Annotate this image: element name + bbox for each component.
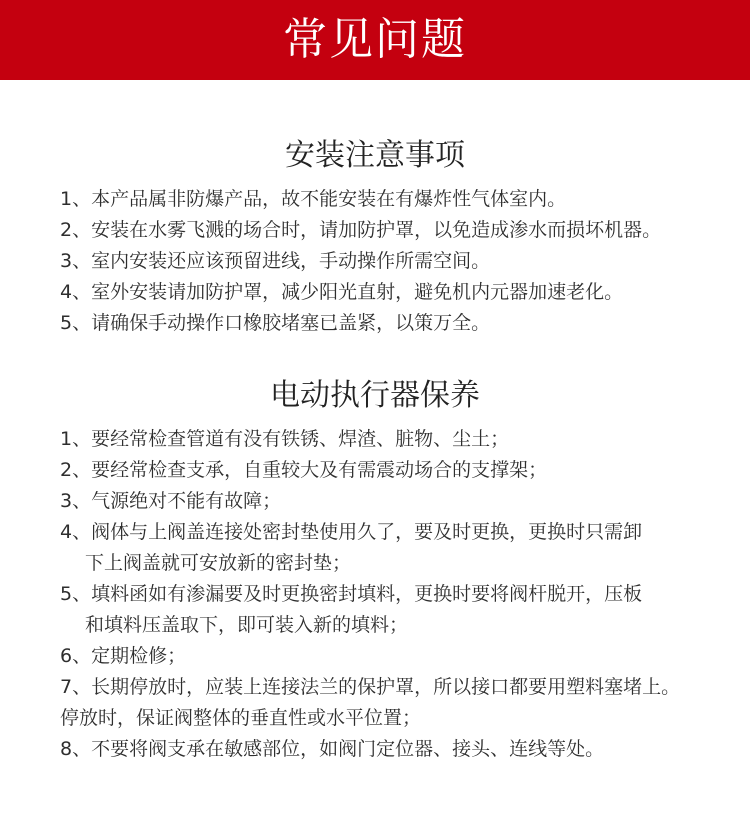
install-item-3: 3、室内安装还应该预留进线，手动操作所需空间。 [60, 250, 491, 272]
maintenance-item-3: 3、气源绝对不能有故障； [60, 490, 282, 512]
maintenance-item-6: 6、定期检修； [60, 645, 187, 667]
install-item-2: 2、安装在水雾飞溅的场合时，请加防护罩，以免造成渗水而损坏机器。 [60, 219, 662, 241]
install-item-1: 1、本产品属非防爆产品，故不能安装在有爆炸性气体室内。 [60, 188, 567, 210]
page-title: 常见问题 [283, 14, 467, 65]
maintenance-item-7: 7、长期停放时，应装上连接法兰的保护罩，所以接口都要用塑料塞堵上。 [60, 676, 681, 698]
maintenance-item-5: 5、填料函如有渗漏要及时更换密封填料，更换时要将阀杆脱开，压板 [60, 583, 643, 605]
maintenance-item-5-continued: 和填料压盖取下，即可装入新的填料； [85, 614, 409, 636]
install-item-4: 4、室外安装请加防护罩，减少阳光直射，避免机内元器加速老化。 [60, 281, 624, 303]
maintenance-item-8: 8、不要将阀支承在敏感部位，如阀门定位器、接头、连线等处。 [60, 738, 605, 760]
maintenance-item-2: 2、要经常检查支承，自重较大及有需震动场合的支撑架； [60, 459, 548, 481]
install-section-title: 安装注意事项 [285, 138, 465, 173]
maintenance-section-title: 电动执行器保养 [270, 378, 480, 413]
maintenance-item-4: 4、阀体与上阀盖连接处密封垫使用久了，要及时更换，更换时只需卸 [60, 521, 643, 543]
maintenance-item-7-continued: 停放时，保证阀整体的垂直性或水平位置； [60, 707, 422, 729]
header-banner [0, 0, 750, 80]
maintenance-item-4-continued: 下上阀盖就可安放新的密封垫； [85, 552, 352, 574]
maintenance-item-1: 1、要经常检查管道有没有铁锈、焊渣、脏物、尘土； [60, 428, 510, 450]
install-item-5: 5、请确保手动操作口橡胶堵塞已盖紧，以策万全。 [60, 312, 491, 334]
